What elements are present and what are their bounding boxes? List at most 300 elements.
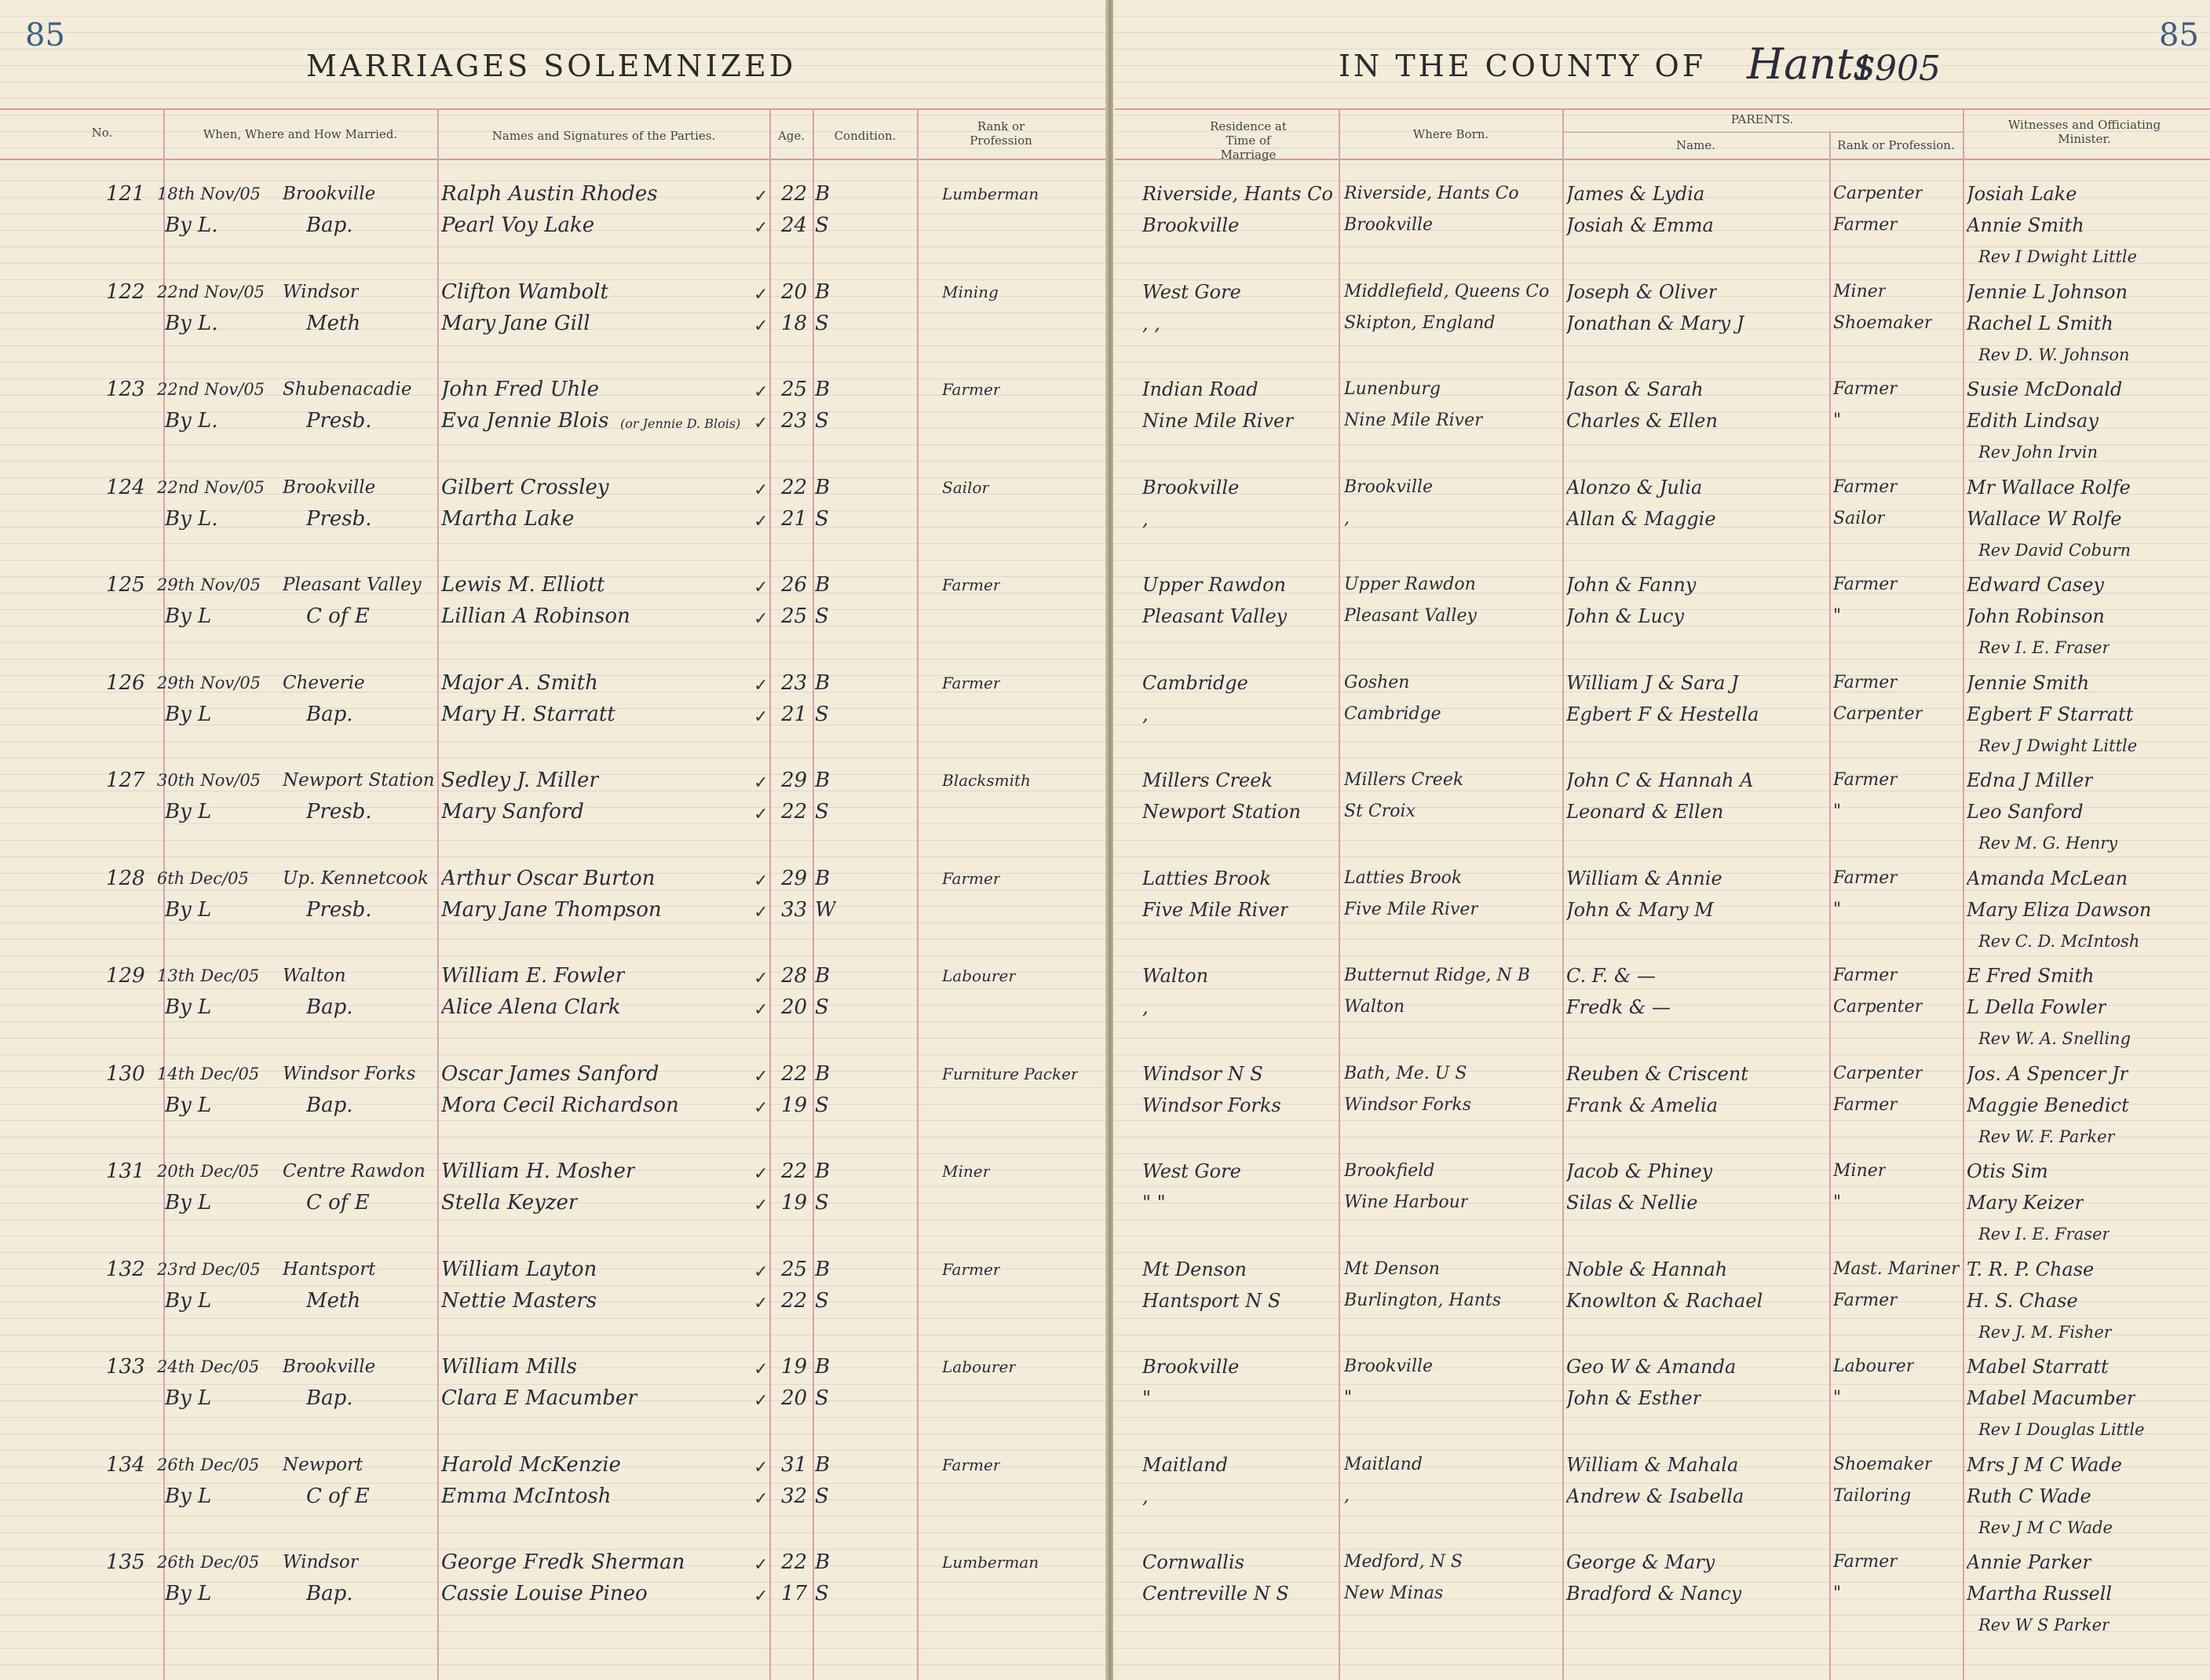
bride-birthplace: , [1344, 509, 1350, 528]
groom-residence: Mt Denson [1142, 1258, 1247, 1280]
header-parent-rank: Rank or Profession. [1837, 138, 1955, 152]
groom-residence: West Gore [1142, 281, 1241, 303]
bride-name: Mary H. Starratt [441, 703, 616, 726]
bride-parent-profession: " [1833, 802, 1842, 821]
bride-parents: Silas & Nellie [1566, 1192, 1698, 1214]
bride-parent-profession: " [1833, 1583, 1842, 1603]
check-mark: ✓ [754, 1555, 769, 1575]
bride-age: 33 [781, 898, 808, 922]
marriage-date: 22nd Nov/05 [157, 283, 265, 301]
groom-parents: William J & Sara J [1566, 672, 1739, 694]
officiating-minister: Rev W. F. Parker [1978, 1127, 2115, 1146]
bride-birthplace: , [1344, 1486, 1350, 1506]
groom-name: Ralph Austin Rhodes [441, 182, 658, 206]
bride-condition: S [815, 1094, 829, 1117]
witness-1: Jennie Smith [1967, 672, 2090, 694]
page-title-right: IN THE COUNTY OF [1339, 49, 1707, 83]
groom-parent-profession: Carpenter [1833, 184, 1923, 203]
groom-name: Lewis M. Elliott [441, 573, 605, 597]
groom-parent-profession: Farmer [1833, 477, 1898, 497]
check-mark: ✓ [754, 285, 769, 305]
witness-2: Rachel L Smith [1967, 312, 2113, 334]
bride-age: 19 [781, 1191, 808, 1214]
bride-name: Clara E Macumber [441, 1386, 637, 1410]
check-mark: ✓ [754, 707, 769, 727]
groom-name: Major A. Smith [441, 671, 598, 695]
groom-age: 29 [781, 769, 808, 792]
bride-birthplace: Wine Harbour [1344, 1192, 1469, 1212]
check-mark: ✓ [754, 871, 769, 891]
bride-residence: Nine Mile River [1142, 410, 1294, 432]
check-mark: ✓ [754, 676, 769, 696]
groom-parent-profession: Farmer [1833, 575, 1898, 594]
groom-age: 20 [781, 280, 808, 304]
entry-number: 124 [106, 476, 145, 499]
header-witnesses: Witnesses and Officiating Minister. [2007, 118, 2161, 146]
marriage-how: By L [165, 1485, 212, 1508]
denomination: Presb. [306, 898, 372, 922]
entry-number: 127 [106, 769, 145, 792]
entry-number: 126 [106, 671, 145, 695]
check-mark: ✓ [754, 218, 769, 238]
header-rule-top-left [0, 108, 1105, 110]
groom-birthplace: Mt Denson [1344, 1259, 1440, 1279]
witness-1: Edward Casey [1967, 574, 2104, 596]
entry-number: 125 [106, 573, 145, 597]
county-name: Hants [1747, 39, 1876, 89]
bride-condition: S [815, 1582, 829, 1605]
marriage-place: Windsor [283, 282, 359, 302]
parents-rule [1562, 132, 1963, 133]
groom-condition: B [815, 280, 831, 304]
witness-1: Mr Wallace Rolfe [1967, 477, 2131, 499]
officiating-minister: Rev C. D. McIntosh [1978, 932, 2140, 951]
bride-residence: Brookville [1142, 214, 1240, 236]
groom-age: 22 [781, 1062, 808, 1086]
entry-number: 123 [106, 378, 145, 401]
bride-parent-profession: Carpenter [1833, 704, 1923, 724]
marriage-place: Centre Rawdon [283, 1161, 426, 1181]
bride-condition: S [815, 1386, 829, 1410]
marriage-place: Pleasant Valley [283, 575, 422, 595]
marriage-date: 22nd Nov/05 [157, 380, 265, 399]
check-mark: ✓ [754, 187, 769, 206]
groom-age: 22 [781, 476, 808, 499]
page-number-right: 85 [2159, 17, 2199, 53]
bride-residence: , [1142, 1485, 1149, 1507]
groom-name: Oscar James Sanford [441, 1062, 659, 1086]
groom-residence: Brookville [1142, 477, 1240, 499]
check-mark: ✓ [754, 903, 769, 922]
bride-residence: , , [1142, 312, 1160, 334]
groom-birthplace: Brookfield [1344, 1161, 1435, 1181]
check-mark: ✓ [754, 1067, 769, 1087]
bride-condition: W [815, 898, 836, 922]
officiating-minister: Rev I Dwight Little [1978, 247, 2138, 266]
bride-condition: S [815, 312, 829, 335]
witness-1: Susie McDonald [1967, 378, 2123, 400]
groom-parents: Joseph & Oliver [1566, 281, 1718, 303]
bride-parent-profession: Sailor [1833, 509, 1886, 528]
bride-parents: John & Esther [1566, 1387, 1702, 1409]
entry-number: 134 [106, 1453, 145, 1477]
groom-parents: Noble & Hannah [1566, 1258, 1728, 1280]
witness-1: Otis Sim [1967, 1160, 2048, 1182]
header-no: No. [91, 126, 113, 140]
bride-residence: Pleasant Valley [1142, 605, 1288, 627]
groom-birthplace: Latties Brook [1344, 868, 1463, 888]
header-age: Age. [777, 129, 805, 143]
bride-parents: Josiah & Emma [1566, 214, 1714, 236]
denomination: C of E [306, 604, 370, 628]
header-residence: Residence at Time of Marriage [1210, 119, 1287, 162]
groom-residence: Upper Rawdon [1142, 574, 1286, 596]
groom-condition: B [815, 1453, 831, 1477]
groom-parent-profession: Labourer [1833, 1357, 1915, 1376]
bride-age: 23 [781, 409, 808, 433]
groom-parent-profession: Shoemaker [1833, 1455, 1933, 1474]
bride-name: Pearl Voy Lake [441, 214, 595, 237]
check-mark: ✓ [754, 1458, 769, 1477]
groom-birthplace: Goshen [1344, 673, 1410, 692]
bride-name: Emma McIntosh [441, 1485, 612, 1508]
register-entry [0, 378, 2210, 472]
groom-parents: James & Lydia [1566, 183, 1705, 205]
officiating-minister: Rev M. G. Henry [1978, 834, 2118, 853]
check-mark: ✓ [754, 1164, 769, 1184]
groom-profession: Farmer [942, 1455, 1001, 1474]
groom-parent-profession: Miner [1833, 282, 1887, 301]
groom-profession: Mining [942, 283, 999, 301]
marriage-how: By L [165, 898, 212, 922]
groom-condition: B [815, 1550, 831, 1574]
groom-age: 25 [781, 1258, 808, 1281]
bride-condition: S [815, 1191, 829, 1214]
groom-birthplace: Upper Rawdon [1344, 575, 1476, 594]
groom-condition: B [815, 1062, 831, 1086]
marriage-date: 29th Nov/05 [157, 674, 261, 692]
bride-birthplace: Windsor Forks [1344, 1095, 1472, 1115]
groom-birthplace: Lunenburg [1344, 379, 1441, 399]
bride-residence: Newport Station [1142, 801, 1301, 823]
check-mark: ✓ [754, 969, 769, 988]
check-mark: ✓ [754, 512, 769, 531]
check-mark: ✓ [754, 1262, 769, 1282]
header-when: When, Where and How Married. [203, 127, 398, 141]
header-parent-name: Name. [1676, 138, 1715, 152]
officiating-minister: Rev W S Parker [1978, 1616, 2110, 1634]
bride-residence: Hantsport N S [1142, 1290, 1281, 1312]
bride-birthplace: Pleasant Valley [1344, 606, 1477, 626]
bride-parent-profession: " [1833, 1192, 1842, 1212]
denomination: Meth [306, 1289, 361, 1313]
bride-name: Nettie Masters [441, 1289, 597, 1313]
check-mark: ✓ [754, 1587, 769, 1606]
groom-residence: Cambridge [1142, 672, 1248, 694]
marriage-place: Newport [283, 1455, 363, 1475]
register-entry [0, 1550, 2210, 1645]
groom-residence: Maitland [1142, 1454, 1229, 1476]
groom-condition: B [815, 573, 831, 597]
groom-age: 19 [781, 1355, 808, 1379]
groom-birthplace: Brookville [1344, 477, 1434, 497]
groom-birthplace: Butternut Ridge, N B [1344, 966, 1530, 985]
bride-parents: Charles & Ellen [1566, 410, 1718, 432]
bride-parent-profession: Farmer [1833, 1291, 1898, 1310]
groom-birthplace: Middlefield, Queens Co [1344, 282, 1550, 301]
bride-parents: Allan & Maggie [1566, 508, 1716, 530]
officiating-minister: Rev John Irvin [1978, 443, 2099, 462]
denomination: Presb. [306, 507, 372, 531]
groom-profession: Blacksmith [942, 771, 1031, 790]
marriage-how: By L [165, 1386, 212, 1410]
groom-age: 29 [781, 867, 808, 890]
year: 1905 [1853, 49, 1941, 89]
groom-age: 22 [781, 1550, 808, 1574]
groom-residence: Walton [1142, 965, 1209, 987]
groom-age: 22 [781, 1160, 808, 1183]
bride-name: Cassie Louise Pineo [441, 1582, 648, 1605]
groom-parents: C. F. & — [1566, 965, 1656, 987]
marriage-how: By L [165, 1191, 212, 1214]
groom-parents: Reuben & Criscent [1566, 1063, 1748, 1085]
bride-age: 21 [781, 507, 808, 531]
marriage-place: Windsor [283, 1552, 359, 1572]
bride-parent-profession: Carpenter [1833, 997, 1923, 1017]
register-entry [0, 1062, 2210, 1156]
check-mark: ✓ [754, 414, 769, 433]
denomination: Bap. [306, 1582, 353, 1605]
groom-profession: Farmer [942, 380, 1001, 399]
marriage-date: 30th Nov/05 [157, 771, 261, 790]
register-entry [0, 280, 2210, 374]
bride-parent-profession: Farmer [1833, 1095, 1898, 1115]
page-title-left: MARRIAGES SOLEMNIZED [306, 49, 797, 83]
groom-condition: B [815, 378, 831, 401]
witness-2: Edith Lindsay [1967, 410, 2099, 432]
groom-name: William E. Fowler [441, 964, 626, 988]
register-entry [0, 1453, 2210, 1547]
bride-residence: Centreville N S [1142, 1583, 1289, 1605]
bride-name: Eva Jennie Blois [441, 409, 609, 433]
groom-name: William Layton [441, 1258, 597, 1281]
denomination: Presb. [306, 800, 372, 824]
marriage-place: Brookville [283, 1357, 376, 1377]
register-entry [0, 1355, 2210, 1449]
denomination: Bap. [306, 214, 353, 237]
bride-residence: , [1142, 508, 1149, 530]
groom-birthplace: Medford, N S [1344, 1552, 1463, 1572]
marriage-date: 18th Nov/05 [157, 184, 261, 203]
witness-2: John Robinson [1967, 605, 2105, 627]
witness-1: Annie Parker [1967, 1551, 2091, 1573]
entry-number: 132 [106, 1258, 145, 1281]
bride-age: 18 [781, 312, 808, 335]
groom-age: 26 [781, 573, 808, 597]
entry-number: 129 [106, 964, 145, 988]
marriage-date: 26th Dec/05 [157, 1455, 260, 1474]
check-mark: ✓ [754, 1489, 769, 1509]
entry-number: 133 [106, 1355, 145, 1379]
bride-birthplace: New Minas [1344, 1583, 1444, 1603]
bride-parent-profession: Farmer [1833, 215, 1898, 235]
groom-condition: B [815, 1355, 831, 1379]
marriage-how: By L [165, 703, 212, 726]
bride-parent-profession: " [1833, 900, 1842, 919]
check-mark: ✓ [754, 773, 769, 793]
register-entry [0, 769, 2210, 863]
witness-2: Mary Eliza Dawson [1967, 899, 2152, 921]
entry-number: 130 [106, 1062, 145, 1086]
groom-age: 25 [781, 378, 808, 401]
entry-number: 131 [106, 1160, 145, 1183]
groom-condition: B [815, 1160, 831, 1183]
bride-parent-profession: Tailoring [1833, 1486, 1912, 1506]
groom-profession: Sailor [942, 478, 990, 497]
marriage-place: Windsor Forks [283, 1064, 416, 1084]
bride-parent-profession: Shoemaker [1833, 313, 1933, 333]
marriage-how: By L. [165, 214, 218, 237]
groom-parents: John C & Hannah A [1566, 769, 1754, 791]
bride-name: Alice Alena Clark [441, 995, 621, 1019]
bride-parent-profession: " [1833, 411, 1842, 430]
officiating-minister: Rev J Dwight Little [1978, 736, 2138, 755]
bride-condition: S [815, 703, 829, 726]
witness-1: Amanda McLean [1967, 867, 2128, 889]
check-mark: ✓ [754, 382, 769, 402]
marriage-how: By L [165, 800, 212, 824]
groom-residence: Cornwallis [1142, 1551, 1244, 1573]
groom-name: William H. Mosher [441, 1160, 636, 1183]
bride-age: 22 [781, 1289, 808, 1313]
groom-birthplace: Maitland [1344, 1455, 1423, 1474]
bride-age: 19 [781, 1094, 808, 1117]
header-where-born: Where Born. [1412, 127, 1489, 141]
bride-condition: S [815, 214, 829, 237]
officiating-minister: Rev I Douglas Little [1978, 1420, 2145, 1439]
check-mark: ✓ [754, 1098, 769, 1118]
bride-parents: Egbert F & Hestella [1566, 703, 1759, 725]
officiating-minister: Rev I. E. Fraser [1978, 638, 2110, 657]
groom-condition: B [815, 182, 831, 206]
groom-age: 28 [781, 964, 808, 988]
groom-parent-profession: Farmer [1833, 379, 1898, 399]
bride-parents: John & Lucy [1566, 605, 1684, 627]
groom-profession: Farmer [942, 575, 1001, 594]
bride-condition: S [815, 1289, 829, 1313]
bride-parent-profession: " [1833, 606, 1842, 626]
witness-2: Ruth C Wade [1967, 1485, 2091, 1507]
bride-age: 24 [781, 214, 808, 237]
groom-parent-profession: Farmer [1833, 673, 1898, 692]
groom-parents: Jacob & Phiney [1566, 1160, 1713, 1182]
bride-name: Mary Jane Gill [441, 312, 590, 335]
witness-1: Josiah Lake [1967, 183, 2077, 205]
witness-2: Leo Sanford [1967, 801, 2084, 823]
groom-birthplace: Riverside, Hants Co [1344, 184, 1519, 203]
witness-2: L Della Fowler [1967, 996, 2106, 1018]
check-mark: ✓ [754, 1196, 769, 1215]
bride-birthplace: Skipton, England [1344, 313, 1496, 333]
marriage-place: Cheverie [283, 673, 365, 693]
officiating-minister: Rev J M C Wade [1978, 1518, 2113, 1537]
register-entry [0, 1160, 2210, 1254]
witness-1: Jennie L Johnson [1967, 281, 2128, 303]
groom-parent-profession: Farmer [1833, 770, 1898, 790]
entry-number: 128 [106, 867, 145, 890]
marriage-how: By L [165, 1289, 212, 1313]
groom-parents: William & Annie [1566, 867, 1722, 889]
header-rule-top-right [1115, 108, 2210, 110]
groom-condition: B [815, 671, 831, 695]
bride-parents: Andrew & Isabella [1566, 1485, 1744, 1507]
groom-condition: B [815, 1258, 831, 1281]
marriage-how: By L. [165, 409, 218, 433]
register-entry [0, 573, 2210, 667]
bride-residence: " " [1142, 1192, 1166, 1214]
bride-birthplace: Brookville [1344, 215, 1434, 235]
witness-2: H. S. Chase [1967, 1290, 2078, 1312]
denomination: C of E [306, 1485, 370, 1508]
groom-name: George Fredk Sherman [441, 1550, 685, 1574]
groom-birthplace: Millers Creek [1344, 770, 1464, 790]
bride-condition: S [815, 604, 829, 628]
register-entry [0, 964, 2210, 1058]
groom-name: Sedley J. Miller [441, 769, 599, 792]
groom-parent-profession: Farmer [1833, 868, 1898, 888]
bride-parents: Fredk & — [1566, 996, 1671, 1018]
witness-1: Mabel Starratt [1967, 1356, 2109, 1378]
groom-profession: Labourer [942, 966, 1016, 985]
groom-profession: Farmer [942, 1260, 1001, 1279]
check-mark: ✓ [754, 578, 769, 597]
denomination: Meth [306, 312, 361, 335]
marriage-date: 26th Dec/05 [157, 1553, 260, 1572]
bride-condition: S [815, 995, 829, 1019]
marriage-date: 13th Dec/05 [157, 966, 260, 985]
marriage-place: Brookville [283, 477, 376, 498]
groom-parents: John & Fanny [1566, 574, 1697, 596]
witness-2: Mary Keizer [1967, 1192, 2084, 1214]
groom-parents: Geo W & Amanda [1566, 1356, 1737, 1378]
witness-1: Jos. A Spencer Jr [1967, 1063, 2128, 1085]
marriage-date: 24th Dec/05 [157, 1357, 260, 1376]
groom-age: 22 [781, 182, 808, 206]
marriage-date: 29th Nov/05 [157, 575, 261, 594]
bride-residence: Windsor Forks [1142, 1094, 1281, 1116]
bride-birthplace: St Croix [1344, 802, 1415, 821]
entry-number: 121 [106, 182, 145, 206]
marriage-place: Shubenacadie [283, 379, 412, 400]
groom-condition: B [815, 964, 831, 988]
bride-age: 25 [781, 604, 808, 628]
bride-residence: " [1142, 1387, 1152, 1409]
witness-1: Edna J Miller [1967, 769, 2093, 791]
marriage-date: 14th Dec/05 [157, 1065, 260, 1083]
register-entry [0, 476, 2210, 570]
bride-condition: S [815, 800, 829, 824]
officiating-minister: Rev I. E. Fraser [1978, 1225, 2110, 1244]
bride-parents: Jonathan & Mary J [1566, 312, 1744, 334]
bride-birthplace: Cambridge [1344, 704, 1441, 724]
bride-name: Mora Cecil Richardson [441, 1094, 679, 1117]
bride-name: Lillian A Robinson [441, 604, 630, 628]
bride-age: 17 [781, 1582, 808, 1605]
witness-2: Mabel Macumber [1967, 1387, 2136, 1409]
groom-name: William Mills [441, 1355, 577, 1379]
witness-2: Egbert F Starratt [1967, 703, 2134, 725]
officiating-minister: Rev D. W. Johnson [1978, 345, 2130, 364]
